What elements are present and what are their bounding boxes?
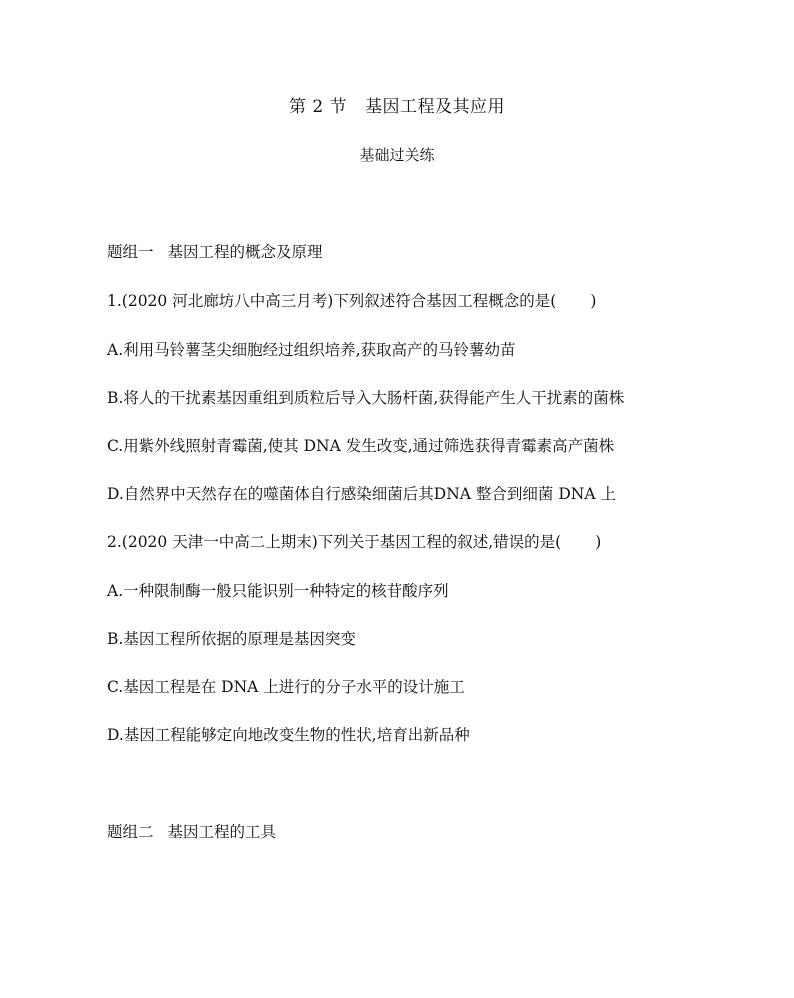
section-title: 基因工程及其应用 [365,97,506,117]
question-2-stem [107,530,601,552]
question-1-option-b: B.将人的干扰素基因重组到质粒后导入大肠杆菌,获得能产生人干扰素的菌株 [107,389,625,407]
page-subtitle: 基础过关练 [359,146,435,164]
question-1-option-c: C.用紫外线照射青霉菌,使其 DNA 发生改变,通过筛选获得青霉素高产菌株 [107,437,615,455]
group-label: 题组一 [107,243,154,261]
question-stem-text: 1.(2020 河北廊坊八中高三月考)下列叙述符合基因工程概念的是( [107,292,557,310]
question-2-option-b: B.基因工程所依据的原理是基因突变 [107,630,356,648]
question-2-option-a: A.一种限制酶一般只能识别一种特定的核苷酸序列 [107,582,449,600]
question-stem-text: 2.(2020 天津一中高二上期末)下列关于基因工程的叙述,错误的是( [107,533,562,551]
group-heading-1 [107,240,323,262]
question-2-option-d: D.基因工程能够定向地改变生物的性状,培育出新品种 [107,726,470,744]
section-number: 第 2 节 [288,97,348,117]
group-heading-2 [107,820,276,842]
group-name: 基因工程的概念及原理 [167,243,323,261]
question-1-option-a: A.利用马铃薯茎尖细胞经过组织培养,获取高产的马铃薯幼苗 [107,341,516,359]
closing-paren: ) [590,292,597,310]
group-name: 基因工程的工具 [167,823,277,841]
group-label: 题组二 [107,823,154,841]
question-2-option-c: C.基因工程是在 DNA 上进行的分子水平的设计施工 [107,678,465,696]
question-1-stem [107,289,596,311]
closing-paren: ) [595,533,602,551]
page-title [0,92,794,117]
question-1-option-d: D.自然界中天然存在的噬菌体自行感染细菌后其DNA 整合到细菌 DNA 上 [107,485,616,503]
